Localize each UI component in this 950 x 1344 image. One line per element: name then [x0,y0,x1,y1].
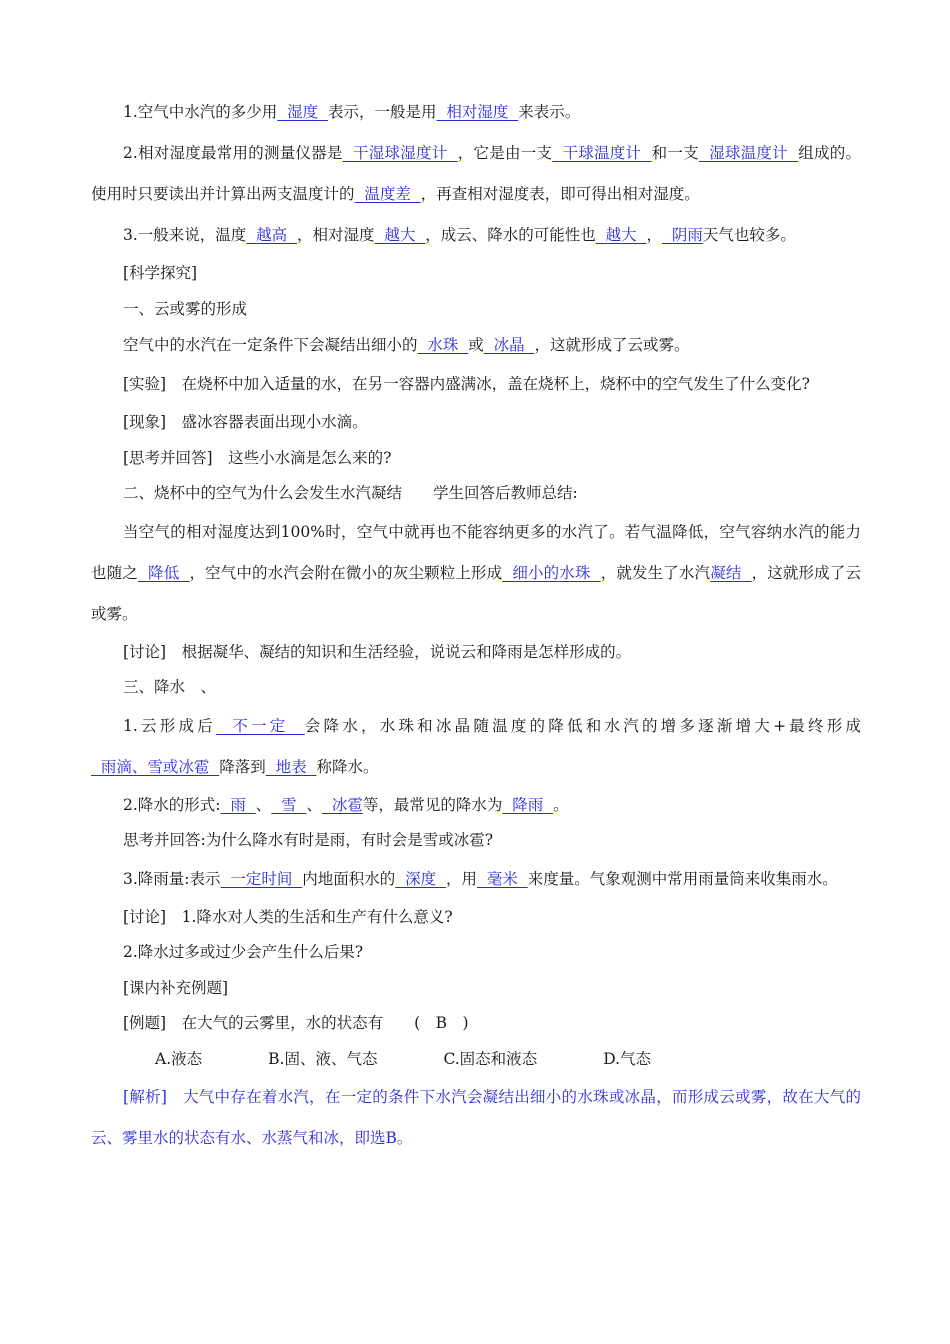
answer-blank: 不一定 [215,716,305,735]
text: ，就发生了水汽 [600,563,711,582]
text: 和一支 [651,144,699,162]
answer-blank: 毫米 [476,869,528,888]
text: 内地面积水的 [302,869,396,888]
text: 会降水，水珠和冰晶随温度的降低和水汽的增多逐渐增大+最终形成 [304,716,861,735]
discussion-2: 2.降水过多或过少会产生什么后果? [123,943,364,961]
option-d: D.气态 [603,1049,652,1068]
text: ，它是由一支 [457,144,553,162]
text: 2.降水的形式: [123,795,221,814]
answer-blank: 降低 [137,563,190,582]
text: 表示，一般是用 [328,103,437,121]
answer-blank: 湿度 [277,103,329,121]
text: 或 [468,336,484,354]
answer-blank: 雨 [220,795,256,814]
answer-blank: 冰晶 [483,336,535,354]
answer-blank: 一定时间 [220,869,303,888]
text: ，空气中的水汽会附在微小的灰尘颗粒上形成 [189,563,503,582]
example-header: [课内补充例题] [123,978,229,997]
answer-blank: 干球温度计 [552,144,652,162]
text: 来度量。气象观测中常用雨量筒来收集雨水。 [527,869,838,888]
question-2 [91,133,861,215]
answer-blank: 阴雨 [662,226,703,244]
answer-blank: 干湿球湿度计 [342,144,458,162]
text: ，成云、降水的可能性也 [425,226,596,244]
paragraph-cloud-formation [91,327,861,364]
answer-blank: 相对湿度 [436,103,519,121]
answer-blank: 凝结 [710,563,752,582]
option-b: B.固、液、气态 [268,1049,378,1068]
precipitation-point-2 [91,788,861,824]
text: 称降水。 [316,757,379,776]
section-title-2: 二、烧杯中的空气为什么会发生水汽凝结 学生回答后教师总结: [123,484,578,502]
text: 天气也较多。 [702,226,796,244]
answer-blank: 湿球温度计 [698,144,799,162]
text: ，相对湿度 [297,226,375,244]
document-page [91,92,861,1159]
answer-blank: 水珠 [417,336,469,354]
text: 等，最常见的降水为 [362,795,503,814]
text: ，这就形成了云或雾。 [534,336,690,354]
answer-blank: 越高 [246,226,298,244]
question-3 [91,215,861,256]
text: 当空气的相对湿度达到100%时，空气中就再也不能容纳更多的水汽了。若气温降低，空气容纳水汽的能力也随之 [91,522,861,582]
paragraph-condensation [91,512,861,635]
text: 、 [306,795,322,814]
text: 3.一般来说，温度 [123,226,247,244]
example-question: [例题] 在大气的云雾里，水的状态有 ( B ) [123,1014,469,1032]
text: 、 [255,795,272,814]
think-question-precipitation: 思考并回答:为什么降水有时是雨，有时会是雪或冰雹? [123,831,494,849]
discussion-text: [讨论] 根据凝华、凝结的知识和生活经验，说说云和降雨是怎样形成的。 [123,642,632,661]
discussion-1: [讨论] 1.降水对人类的生活和生产有什么意义? [123,907,453,926]
think-question: [思考并回答] 这些小水滴是怎么来的? [123,448,392,467]
text: ，用 [445,869,477,888]
precipitation-point-3 [91,859,861,900]
section-title-1: 一、云或雾的形成 [123,299,248,318]
answer-blank: 深度 [395,869,446,888]
text: 降落到 [219,757,266,776]
precipitation-point-1 [91,706,861,788]
experiment-text: [实验] 在烧杯中加入适量的水，在另一容器内盛满冰，盖在烧杯上，烧杯中的空气发生了什么变化? [123,375,810,393]
answer-blank: 越大 [374,226,426,244]
answer-blank: 雨滴、雪或冰雹 [91,757,220,776]
text: 1.空气中水汽的多少用 [123,103,278,121]
answer-blank: 冰雹 [321,795,363,814]
text: 来表示。 [518,103,581,121]
text: ， [646,226,662,244]
text: 空气中的水汽在一定条件下会凝结出细小的 [123,336,418,354]
answer-blank: 越大 [595,226,647,244]
text: ，再查相对湿度表，即可得出相对湿度。 [420,185,700,203]
section-title-3: 三、降水 、 [123,678,217,696]
answer-blank: 雪 [271,795,307,814]
phenomenon-text: [现象] 盛冰容器表面出现小水滴。 [123,413,368,431]
section-label-explore: [科学探究] [123,264,198,282]
example-options [91,1042,861,1078]
question-1 [91,92,861,133]
text: 2.相对湿度最常用的测量仪器是 [123,144,343,162]
answer-blank: 降雨 [502,795,554,814]
answer-blank: 温度差 [354,185,421,203]
answer-blank: 地表 [265,757,317,776]
text: 组成的。使用时只要读出并计算出两支温度计的 [91,144,861,203]
option-a: A.液态 [155,1049,203,1068]
text: 。 [553,795,569,814]
text: 3.降雨量:表示 [123,869,221,888]
text: 1.云形成后 [123,716,216,735]
example-analysis: [解析] 大气中存在着水汽，在一定的条件下水汽会凝结出细小的水珠或冰晶，而形成云或雾，故在大气的云、雾里水的状态有水、水蒸气和冰，即选B。 [91,1088,861,1147]
option-c: C.固态和液态 [443,1049,538,1068]
text: ，这就形成了云或雾。 [91,563,861,623]
answer-blank: 细小的水珠 [502,563,601,582]
